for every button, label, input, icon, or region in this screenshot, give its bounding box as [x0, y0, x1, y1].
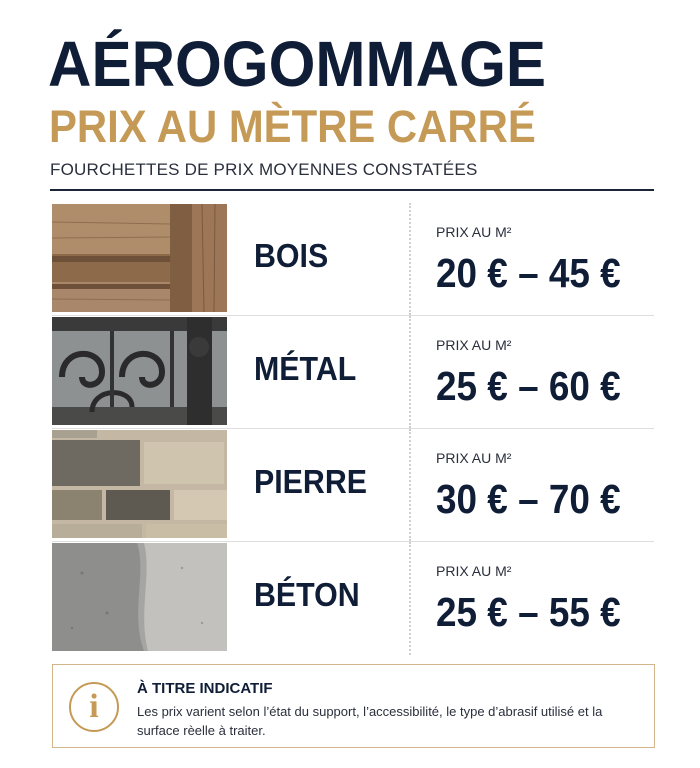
price-range: 25 € – 55 € [436, 589, 621, 635]
price-table [52, 203, 654, 655]
price-label: PRIX AU M² [436, 450, 512, 466]
material-name: BÉTON [254, 576, 360, 613]
note-title: À TITRE INDICATIF [137, 680, 273, 697]
price-range: 25 € – 60 € [436, 363, 621, 409]
page-title: AÉROGOMMAGE [48, 28, 546, 100]
page-tagline: FOURCHETTES DE PRIX MOYENNES CONSTATÉES [50, 160, 478, 179]
price-label: PRIX AU M² [436, 224, 512, 240]
column-divider [409, 203, 411, 315]
price-row-beton [52, 542, 654, 655]
column-divider [409, 429, 411, 541]
price-label: PRIX AU M² [436, 563, 512, 579]
price-row-pierre [52, 429, 654, 542]
column-divider [409, 542, 411, 655]
material-name: PIERRE [254, 463, 368, 500]
note-text: Les prix varient selon l’état du support, l’accessibilité, le type d’abrasif utilisé et la surface rèelle à traiter. [137, 704, 603, 738]
price-label: PRIX AU M² [436, 337, 512, 353]
header-rule [50, 189, 654, 191]
concrete-image [52, 543, 227, 651]
wrought-iron-image [52, 317, 227, 425]
info-note [52, 664, 655, 748]
price-range: 20 € – 45 € [436, 250, 621, 296]
page-subtitle: PRIX AU MÈTRE CARRÉ [49, 101, 536, 152]
price-range: 30 € – 70 € [436, 476, 621, 522]
price-row-metal [52, 316, 654, 429]
column-divider [409, 316, 411, 428]
info-icon: i [69, 682, 119, 732]
material-name: BOIS [254, 237, 329, 274]
price-row-bois [52, 203, 654, 316]
stone-wall-image [52, 430, 227, 538]
wood-shutter-image [52, 204, 227, 312]
material-name: MÉTAL [254, 350, 357, 387]
